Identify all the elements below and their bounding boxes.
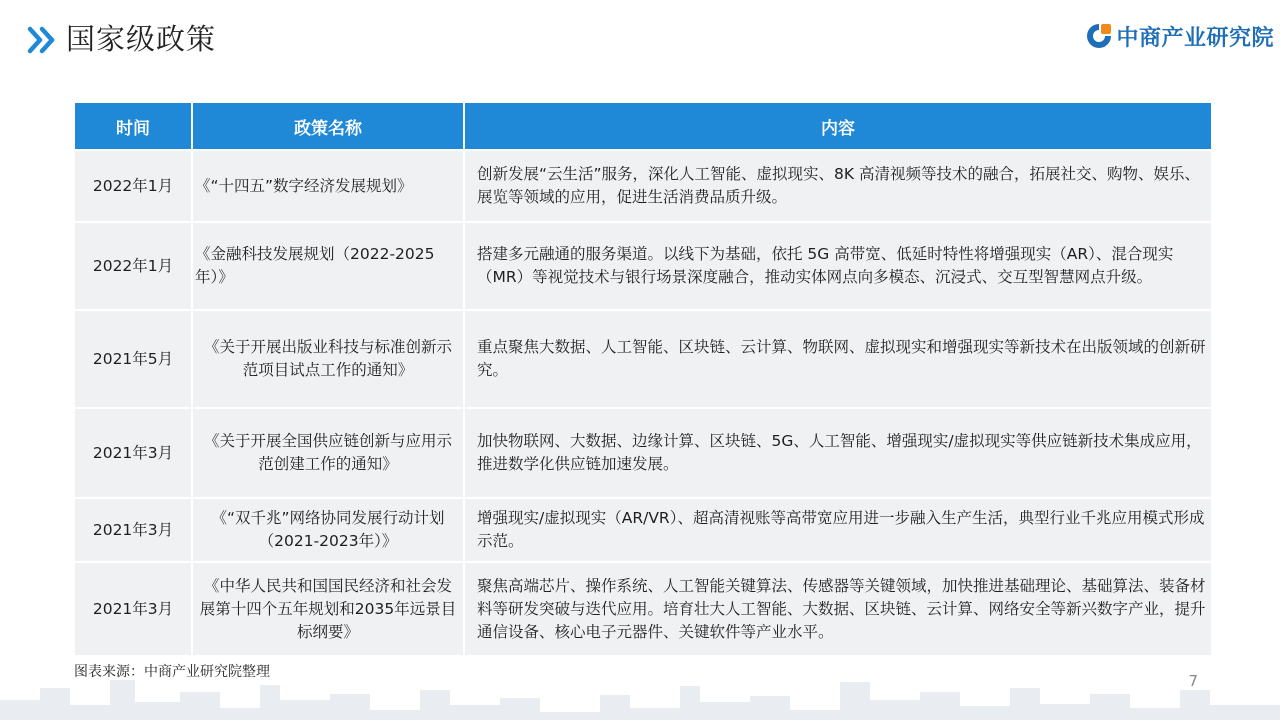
- page-title: 国家级政策: [66, 22, 217, 56]
- cell-content: 创新发展“云生活”服务，深化人工智能、虚拟现实、8K 高清视频等技术的融合，拓展社交、购物、娱乐、展览等领域的应用，促进生活消费品质升级。: [464, 150, 1212, 222]
- cell-time: 2021年3月: [74, 498, 192, 562]
- table-row: [74, 562, 1212, 656]
- cell-time: 2021年3月: [74, 408, 192, 498]
- table-row: [74, 222, 1212, 310]
- cell-content: 重点聚焦大数据、人工智能、区块链、云计算、物联网、虚拟现实和增强现实等新技术在出版领域的创新研究。: [464, 310, 1212, 408]
- table-row: [74, 150, 1212, 222]
- cell-policy-name: 《金融科技发展规划（2022-2025 年）》: [192, 222, 464, 310]
- cell-policy-name: 《“双千兆”网络协同发展行动计划（2021-2023年）》: [192, 498, 464, 562]
- policy-table: [73, 101, 1213, 657]
- cell-content: 聚焦高端芯片、操作系统、人工智能关键算法、传感器等关键领域，加快推进基础理论、基础算法、装备材料等研发突破与迭代应用。培育壮大人工智能、大数据、区块链、云计算、网络安全等新兴数字产业，提升通信设备、核心电子元器件、关键软件等产业水平。: [464, 562, 1212, 656]
- zhongshang-logo-icon: [1084, 21, 1114, 51]
- table-row: [74, 310, 1212, 408]
- brand-logo: [1084, 20, 1274, 52]
- cell-content: 增强现实/虚拟现实（AR/VR）、超高清视账等高带宽应用进一步融入生产生活，典型行业千兆应用模式形成示范。: [464, 498, 1212, 562]
- cell-time: 2021年5月: [74, 310, 192, 408]
- cell-time: 2022年1月: [74, 150, 192, 222]
- header-time: 时间: [74, 102, 192, 150]
- logo-text: 中商产业研究院: [1116, 25, 1274, 51]
- table-row: [74, 408, 1212, 498]
- cell-time: 2022年1月: [74, 222, 192, 310]
- cell-time: 2021年3月: [74, 562, 192, 656]
- table-row: [74, 498, 1212, 562]
- source-note: 图表来源：中商产业研究院整理: [74, 664, 270, 680]
- double-chevron-right-icon: [26, 24, 58, 56]
- cell-content: 搭建多元融通的服务渠道。以线下为基础，依托 5G 高带宽、低延时特性将增强现实（AR）、混合现实（MR）等视觉技术与银行场景深度融合，推动实体网点向多模态、沉浸式、交互型智慧网点升级。: [464, 222, 1212, 310]
- page-number: 7: [1188, 672, 1198, 690]
- header-policy-name: 政策名称: [192, 102, 464, 150]
- table-header-row: [74, 102, 1212, 150]
- header-content: 内容: [464, 102, 1212, 150]
- cell-policy-name: 《关于开展出版业科技与标准创新示范项目试点工作的通知》: [192, 310, 464, 408]
- cell-policy-name: 《“十四五”数字经济发展规划》: [192, 150, 464, 222]
- cell-policy-name: 《中华人民共和国国民经济和社会发展第十四个五年规划和2035年远景目标纲要》: [192, 562, 464, 656]
- cell-policy-name: 《关于开展全国供应链创新与应用示范创建工作的通知》: [192, 408, 464, 498]
- cell-content: 加快物联网、大数据、边缘计算、区块链、5G、人工智能、增强现实/虚拟现实等供应链新技术集成应用，推进数学化供应链加速发展。: [464, 408, 1212, 498]
